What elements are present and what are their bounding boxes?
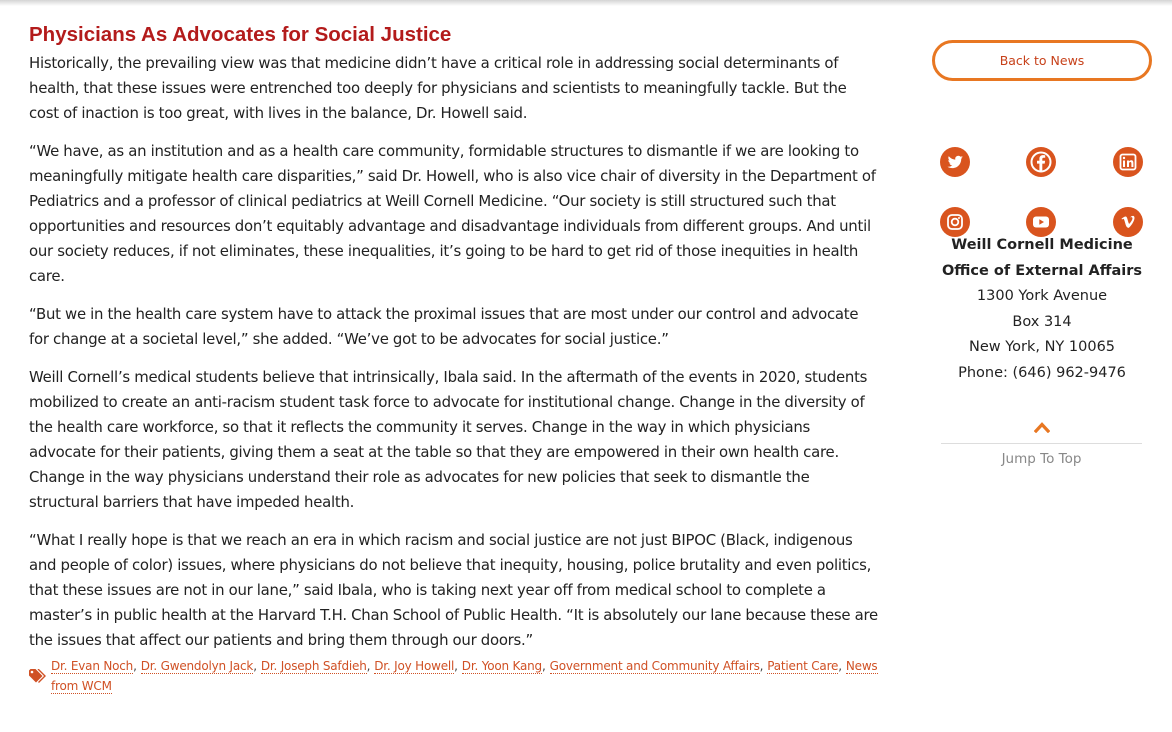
address-office: Office of External Affairs <box>941 262 1143 279</box>
article-paragraph: “What I really hope is that we reach an era in which racism and social justice are not just BIPOC (Black, indigenous and people of color) issues, where physicians do not believe that inequity, housing, police brutality and even politics, that these issues are not in our lane,” said Ibala, who is taking next year off from medical school to complete a master’s in public health at the Harvard T.H. Chan School of Public Health. “It is absolutely our lane because these are the issues that affect our patients and bring them through our doors.” <box>29 531 878 649</box>
address-phone: Phone: (646) 962-9476 <box>958 364 1126 381</box>
address-street: 1300 York Avenue <box>976 288 1108 304</box>
tag-icon <box>29 656 51 687</box>
tag-link[interactable]: Patient Care <box>767 659 839 673</box>
tag-separator: , <box>759 659 764 673</box>
tag-link[interactable]: Dr. Yoon Kang <box>461 659 542 673</box>
article-paragraph: “We have, as an institution and as a health care community, formidable structures to dismantle if we are looking to meaningfully mitigate health care disparities,” said Dr. Howell, who is also vice chair of diversity in the Department of Pediatrics and a professor of clinical pediatrics at Weill Cornell Medicine. “Our society is still structured such that opportunities and resources don’t equitably advantage and disadvantage individuals from different groups. And until our society reduces, if not eliminates, these inequalities, it’s going to be hard to get rid of those inequities in health care. <box>29 142 876 285</box>
tag-link[interactable]: News from WCM <box>51 659 878 693</box>
tag-separator: , <box>454 659 458 673</box>
linkedin-icon[interactable] <box>1113 147 1143 177</box>
tag-separator: , <box>133 659 137 673</box>
address-box: Box 314 <box>1012 313 1072 330</box>
divider <box>941 443 1142 444</box>
article-paragraph: “But we in the health care system have to attack the proximal issues that are most under our control and advocate for change at a societal level,” she added. “We’ve got to be advocates for social justice.” <box>29 305 859 348</box>
tag-list <box>51 656 879 696</box>
tag-link[interactable]: Government and Community Affairs <box>549 659 760 673</box>
tag-separator: , <box>366 659 371 673</box>
article-tags <box>29 656 879 696</box>
tag-separator: , <box>541 659 546 673</box>
twitter-icon[interactable] <box>940 147 970 177</box>
tag-link[interactable]: Dr. Evan Noch <box>51 659 134 673</box>
facebook-icon[interactable] <box>1026 147 1056 177</box>
article-subheading: Physicians As Advocates for Social Justice <box>29 23 452 46</box>
jump-to-top-label: Jump To Top <box>1001 451 1082 467</box>
article-body <box>29 22 879 666</box>
tag-link[interactable]: Dr. Gwendolyn Jack <box>140 659 254 673</box>
tag-link[interactable]: Dr. Joy Howell <box>374 659 455 673</box>
tag-separator: , <box>253 659 257 673</box>
sidebar <box>932 40 1152 221</box>
back-to-news-button[interactable]: Back to News <box>932 40 1152 81</box>
chevron-up-icon <box>941 418 1142 436</box>
contact-address <box>932 233 1152 386</box>
tag-link[interactable]: Dr. Joseph Safdieh <box>260 659 367 673</box>
address-city: New York, NY 10065 <box>968 339 1116 355</box>
address-org: Weill Cornell Medicine <box>951 237 1133 253</box>
social-links <box>932 81 1152 221</box>
top-edge-shadow <box>0 0 1172 6</box>
article-paragraph: Weill Cornell’s medical students believe that intrinsically, Ibala said. In the aftermath of the events in 2020, students mobilized to create an anti-racism student task force to advocate for institutional change. Change in the diversity of the health care workforce, so that it reflects the community it serves. Change in the way in which physicians advocate for their patients, giving them a seat at the table so that they are empowered in their own health care. Change in the way physicians understand their role as advocates for new policies that seek to dismantle the structural barriers that have impeded health. <box>29 368 868 511</box>
jump-to-top-button[interactable] <box>941 418 1142 467</box>
article-paragraph: Historically, the prevailing view was that medicine didn’t have a critical role in addressing social determinants of health, that these issues were entrenched too deeply for physicians and scientists to meaningfully tackle. But the cost of inaction is too great, with lives in the balance, Dr. Howell said. <box>29 54 847 122</box>
tag-separator: , <box>838 659 842 673</box>
